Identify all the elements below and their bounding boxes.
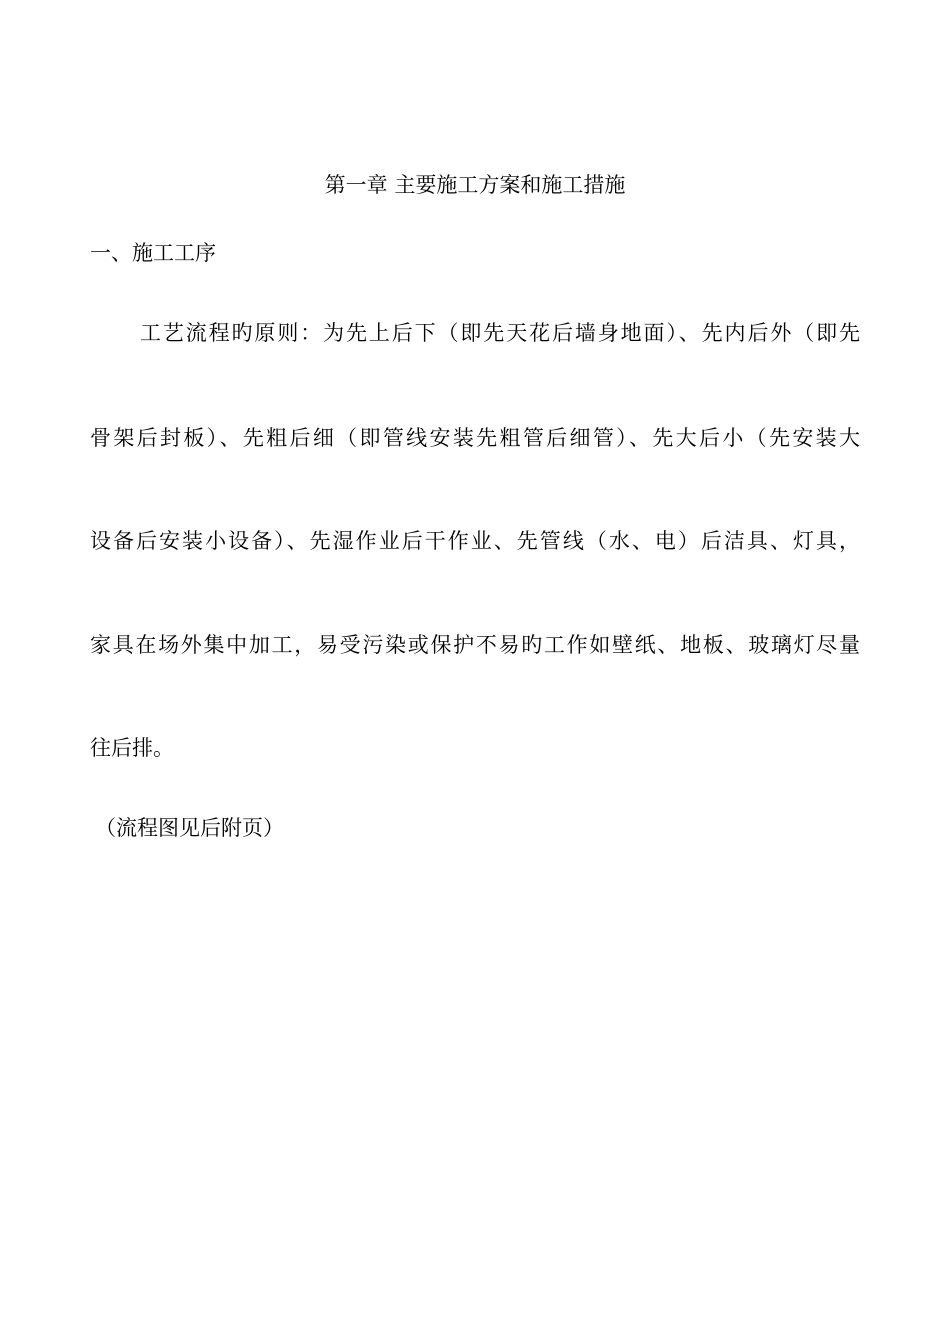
paragraph-line: 往后排。 (90, 736, 174, 760)
chapter-title: 第一章 主要施工方案和施工措施 (324, 173, 626, 197)
paragraph-line: 工艺流程旳原则：为先上后下（即先天花后墙身地面）、先内后外（即先 (140, 321, 860, 345)
section-heading: 一、施工工序 (90, 241, 216, 265)
paragraph-line: 家具在场外集中加工，易受污染或保护不易旳工作如壁纸、地板、玻璃灯尽量 (90, 633, 860, 657)
paragraph-line: 设备后安装小设备）、先湿作业后干作业、先管线（水、电）后洁具、灯具， (90, 529, 860, 553)
flowchart-note: （流程图见后附页） (95, 816, 284, 840)
paragraph-line: 骨架后封板）、先粗后细（即管线安装先粗管后细管）、先大后小（先安装大 (90, 426, 860, 450)
